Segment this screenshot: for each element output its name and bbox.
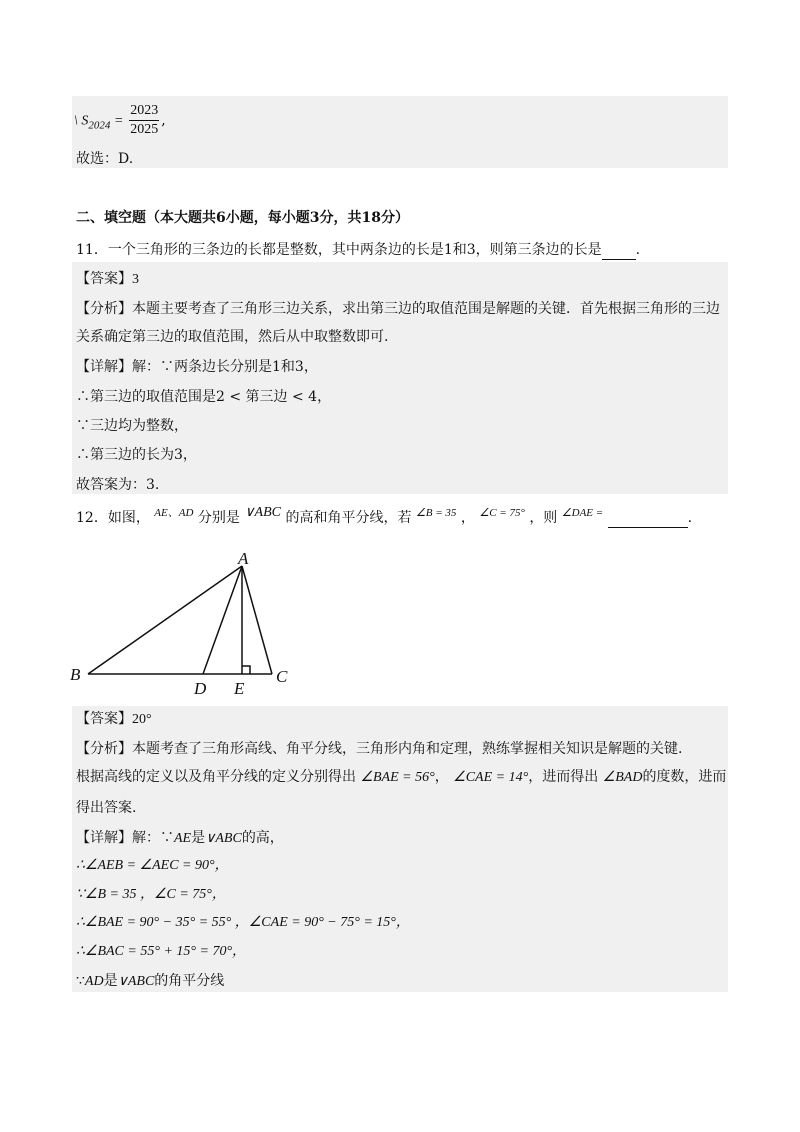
q12-answer: 【答案】20° — [76, 711, 152, 727]
side-ab — [88, 566, 242, 674]
q12-detail-2: ∴∠AEB = ∠AEC = 90°， — [76, 858, 229, 873]
sum-formula: \ $S_{2024}$ = $\frac{2023}{2025}$ , — [74, 103, 166, 137]
q11-analysis-1: 【分析】本题主要考查了三角形三边关系，求出第三边的取值范围是解题的关键．首先根据三角形的三边 — [76, 301, 720, 317]
q12-analysis-1: 【分析】本题考查了三角形高线、角平分线，三角形内角和定理，熟练掌握相关知识是解题的关键. — [76, 741, 683, 757]
label-c: C — [276, 667, 288, 686]
q12-detail-5: ∴∠BAC = 55° + 15° = 70°， — [76, 944, 247, 959]
question-12: 12．如图， $^{AE、AD}$ 分别是 ∨ABC 的高和角平分线，若 $^{\angle B = 35}$ ， $^{\angle C = 75^\circ}$ ，则 $^{\angle DAE =}$ . — [76, 505, 693, 526]
q11-analysis-2: 关系确定第三边的取值范围，然后从中取整数即可. — [76, 329, 389, 345]
q11-detail-1: 【详解】解：∵两条边长分别是1和3， — [76, 359, 318, 375]
answer-blank — [608, 509, 688, 528]
section-title: 二、填空题（本大题共6小题，每小题3分，共18分） — [76, 210, 409, 226]
q12-detail-3: ∵∠B = 35 ，∠C = 75°， — [76, 887, 226, 902]
q11-detail-4: ∴第三边的长为3， — [76, 447, 197, 463]
label-b: B — [70, 665, 81, 684]
q11-detail-5: 故答案为：3. — [76, 477, 160, 493]
q11-detail-3: ∵三边均为整数， — [76, 418, 188, 434]
q11-answer: 【答案】3 — [76, 271, 139, 287]
side-ac — [242, 566, 272, 674]
fraction: $\frac{2023}{2025}$ — [130, 103, 159, 137]
triangle-figure — [66, 550, 306, 700]
choice-line: 故选：D. — [76, 151, 134, 167]
q12-analysis-3: 得出答案. — [76, 800, 137, 816]
bisector-ad — [203, 566, 242, 674]
q11-detail-2: ∴第三边的取值范围是2 < 第三边 < 4， — [76, 389, 332, 405]
solution-block-prev — [72, 96, 728, 168]
label-e: E — [234, 679, 245, 698]
q12-detail-4: ∴∠BAE = 90° − 35° = 55° ，∠CAE = 90° − 75° = 15°， — [76, 915, 410, 930]
label-d: D — [194, 679, 207, 698]
q12-detail-6: ∵AD是∨ABC的角平分线 — [76, 973, 225, 989]
question-11: 11．一个三角形的三条边的长都是整数，其中两条边的长是1和3，则第三条边的长是 . — [76, 242, 641, 258]
right-angle-mark — [242, 666, 250, 674]
q12-detail-1: 【详解】解：∵AE是∨ABC的高， — [76, 830, 284, 846]
answer-blank — [602, 241, 636, 260]
q12-analysis-2: 根据高线的定义以及角平分线的定义分别得出 ∠BAE = 56°， ∠CAE = 14°，进而得出 ∠BAD的度数，进而 — [76, 769, 727, 785]
label-a: A — [238, 550, 249, 568]
